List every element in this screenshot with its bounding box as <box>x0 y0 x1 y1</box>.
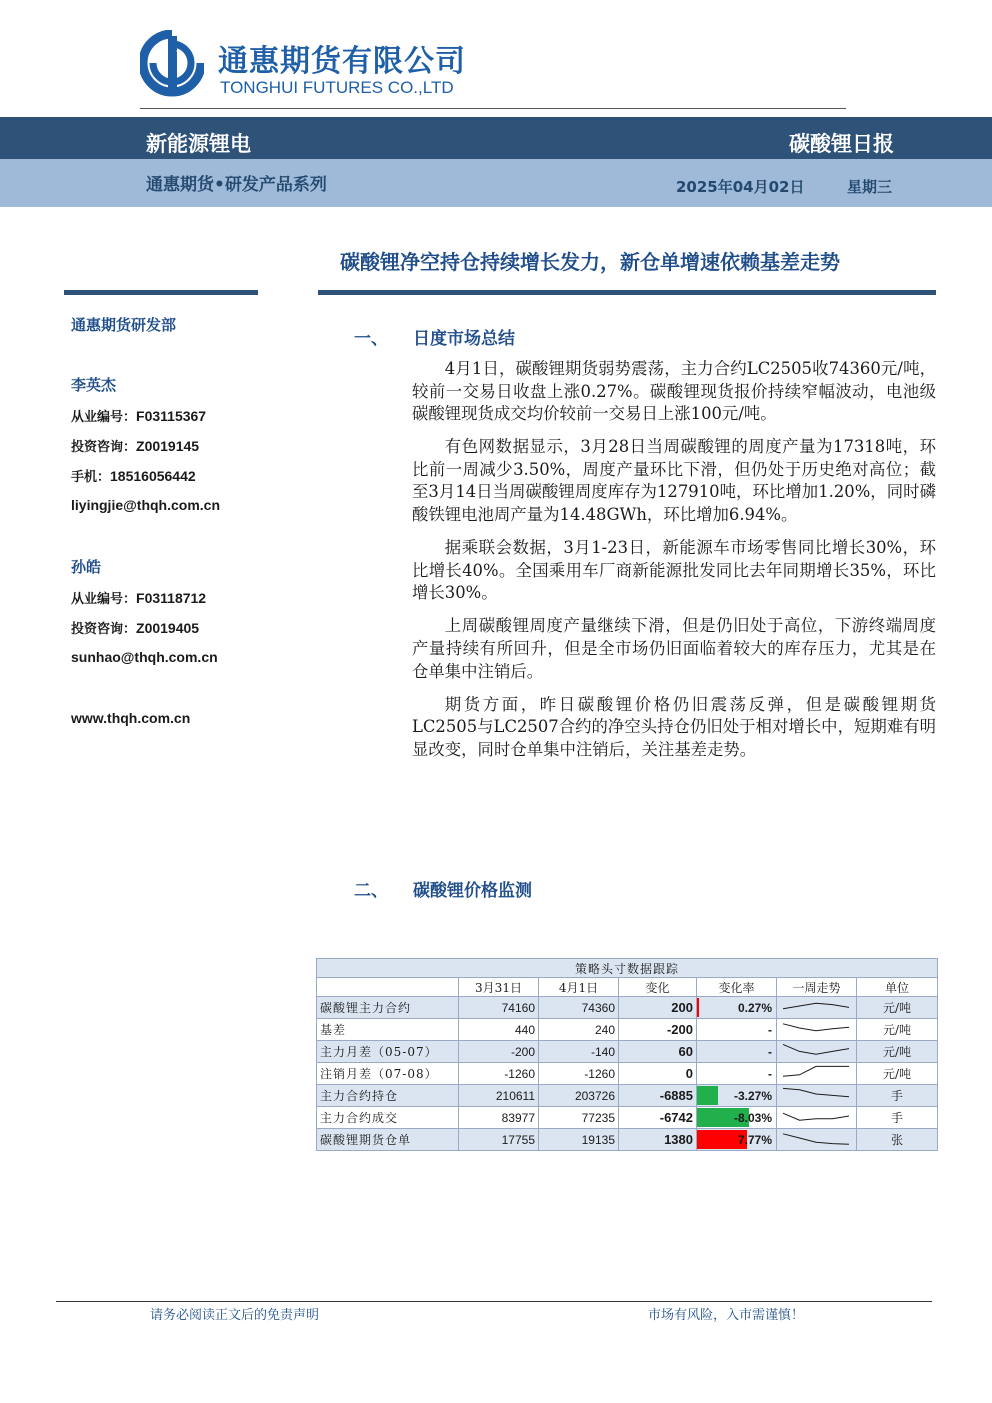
rate-text: -8.03% <box>733 1110 772 1125</box>
banner-report-type: 碳酸锂日报 <box>789 132 894 156</box>
value-apr1: 77235 <box>539 1107 619 1129</box>
value-change: -200 <box>619 1019 697 1041</box>
analyst-email[interactable]: sunhao@thqh.com.cn <box>71 649 218 665</box>
value-unit: 张 <box>857 1129 938 1151</box>
section-title: 日度市场总结 <box>413 329 515 349</box>
row-label: 碳酸锂期货仓单 <box>317 1129 459 1151</box>
value-change: 0 <box>619 1063 697 1085</box>
company-name-en: TONGHUI FUTURES CO.,LTD <box>220 78 454 97</box>
value-mar31: 440 <box>459 1019 539 1041</box>
value-mar31: 74160 <box>459 997 539 1019</box>
row-label: 注销月差（07-08） <box>317 1063 459 1085</box>
analyst-email[interactable]: liyingjie@thqh.com.cn <box>71 497 220 513</box>
analyst-name: 李英杰 <box>71 376 117 394</box>
table-row <box>317 1107 938 1129</box>
analyst-consult: 投资咨询：Z0019405 <box>71 620 200 637</box>
strategy-data-table <box>316 958 938 1151</box>
row-label: 主力月差（05-07） <box>317 1041 459 1063</box>
weekly-trend-cell <box>777 1085 857 1107</box>
value-apr1: 74360 <box>539 997 619 1019</box>
column-header: 一周走势 <box>777 978 857 997</box>
section-title: 碳酸锂价格监测 <box>413 881 532 901</box>
summary-paragraph: 有色网数据显示，3月28日当周碳酸锂的周度产量为17318吨，环比前一周减少3.50%，周度产量环比下滑，但仍处于历史绝对高位；截至3月14日当周碳酸锂周度库存为127910吨，环比增加1.20%，同时磷酸铁锂电池周产量为14.48GWh，环比增加6.94%。 <box>412 437 936 525</box>
column-header: 单位 <box>857 978 938 997</box>
analyst-license: 从业编号：F03115367 <box>71 408 207 425</box>
section-number: 一、 <box>354 329 388 349</box>
analyst-license: 从业编号：F03118712 <box>71 590 207 607</box>
trend-line <box>783 1134 849 1145</box>
value-change: -6885 <box>619 1085 697 1107</box>
rate-data-bar <box>697 998 699 1017</box>
banner-section: 新能源锂电 <box>146 132 251 156</box>
analyst-consult: 投资咨询：Z0019145 <box>71 438 200 455</box>
row-label: 主力合约持仓 <box>317 1085 459 1107</box>
headline-rule <box>318 290 936 295</box>
column-header: 变化率 <box>697 978 777 997</box>
table-row <box>317 1063 938 1085</box>
value-apr1: -140 <box>539 1041 619 1063</box>
department-name: 通惠期货研发部 <box>71 316 177 334</box>
value-change: 200 <box>619 997 697 1019</box>
column-header <box>317 978 459 997</box>
value-mar31: -1260 <box>459 1063 539 1085</box>
table-row <box>317 1129 938 1151</box>
trend-line <box>783 1044 849 1054</box>
value-change-rate <box>697 1041 777 1063</box>
weekly-trend-cell <box>777 1129 857 1151</box>
value-change-rate <box>697 1019 777 1041</box>
value-change: 1380 <box>619 1129 697 1151</box>
value-unit: 元/吨 <box>857 997 938 1019</box>
weekly-trend-cell <box>777 1063 857 1085</box>
table-row <box>317 1019 938 1041</box>
report-weekday: 星期三 <box>847 178 893 196</box>
weekly-trend-sparkline <box>777 1019 855 1037</box>
weekly-trend-sparkline <box>777 1063 855 1081</box>
summary-paragraph: 上周碳酸锂周度产量继续下滑，但是仍旧处于高位，下游终端周度产量持续有所回升，但是全市场仍旧面临着较大的库存压力，尤其是在仓单集中注销后。 <box>412 616 936 681</box>
sidebar-rule <box>64 290 258 295</box>
value-mar31: 17755 <box>459 1129 539 1151</box>
header-divider <box>140 108 846 109</box>
value-apr1: 203726 <box>539 1085 619 1107</box>
company-website[interactable]: www.thqh.com.cn <box>71 710 191 726</box>
section-number: 二、 <box>354 881 388 901</box>
value-unit: 元/吨 <box>857 1063 938 1085</box>
table-row <box>317 997 938 1019</box>
value-unit: 手 <box>857 1107 938 1129</box>
summary-paragraph: 据乘联会数据，3月1-23日，新能源车市场零售同比增长30%，环比增长40%。全国乘用车厂商新能源批发同比去年同期增长35%，环比增长30%。 <box>412 538 936 603</box>
value-change: -6742 <box>619 1107 697 1129</box>
value-change-rate <box>697 1085 777 1107</box>
report-date: 2025年04月02日 <box>676 178 805 196</box>
row-label: 基差 <box>317 1019 459 1041</box>
value-change-rate <box>697 1063 777 1085</box>
value-apr1: 240 <box>539 1019 619 1041</box>
company-name-cn: 通惠期货有限公司 <box>218 44 466 79</box>
value-mar31: 210611 <box>459 1085 539 1107</box>
table-caption: 策略头寸数据跟踪 <box>317 959 938 978</box>
rate-text: - <box>768 1066 772 1081</box>
trend-line <box>783 1066 849 1076</box>
weekly-trend-cell <box>777 1041 857 1063</box>
weekly-trend-cell <box>777 997 857 1019</box>
value-change-rate <box>697 1129 777 1151</box>
tonghui-logo-icon <box>140 30 204 98</box>
summary-paragraph: 期货方面，昨日碳酸锂价格仍旧震荡反弹，但是碳酸锂期货LC2505与LC2507合约的净空头持仓仍旧处于相对增长中，短期难有明显改变，同时仓单集中注销后，关注基差走势。 <box>412 694 936 759</box>
weekly-trend-sparkline <box>777 1107 855 1125</box>
trend-line <box>783 1113 849 1120</box>
value-change-rate <box>697 1107 777 1129</box>
risk-warning: 市场有风险，入市需谨慎！ <box>648 1308 805 1323</box>
value-mar31: -200 <box>459 1041 539 1063</box>
weekly-trend-sparkline <box>777 997 855 1015</box>
analyst-name: 孙皓 <box>71 558 102 576</box>
weekly-trend-cell <box>777 1107 857 1129</box>
analyst-phone: 手机：18516056442 <box>71 468 196 485</box>
value-change: 60 <box>619 1041 697 1063</box>
rate-text: 0.27% <box>737 1000 772 1015</box>
column-header: 4月1日 <box>539 978 619 997</box>
company-logo <box>140 30 560 102</box>
trend-line <box>783 1024 849 1031</box>
row-label: 主力合约成交 <box>317 1107 459 1129</box>
banner-series: 通惠期货•研发产品系列 <box>146 175 327 195</box>
value-mar31: 83977 <box>459 1107 539 1129</box>
weekly-trend-sparkline <box>777 1085 855 1103</box>
table-row <box>317 1041 938 1063</box>
rate-data-bar <box>697 1086 718 1105</box>
column-header: 变化 <box>619 978 697 997</box>
row-label: 碳酸锂主力合约 <box>317 997 459 1019</box>
value-apr1: -1260 <box>539 1063 619 1085</box>
rate-text: - <box>768 1022 772 1037</box>
value-apr1: 19135 <box>539 1129 619 1151</box>
summary-paragraph: 4月1日，碳酸锂期货弱势震荡，主力合约LC2505收74360元/吨，较前一交易日收盘上涨0.27%。碳酸锂现货报价持续窄幅波动，电池级碳酸锂现货成交均价较前一交易日上涨100元/吨。 <box>412 359 936 424</box>
market-summary-body <box>412 358 936 772</box>
trend-line <box>783 1088 849 1096</box>
rate-text: 7.77% <box>737 1132 772 1147</box>
trend-line <box>783 1003 849 1009</box>
footer-divider <box>56 1301 932 1302</box>
rate-text: -3.27% <box>733 1088 772 1103</box>
value-unit: 元/吨 <box>857 1041 938 1063</box>
report-headline: 碳酸锂净空持仓持续增长发力，新仓单增速依赖基差走势 <box>340 250 840 274</box>
weekly-trend-sparkline <box>777 1129 855 1147</box>
value-unit: 元/吨 <box>857 1019 938 1041</box>
value-unit: 手 <box>857 1085 938 1107</box>
value-change-rate <box>697 997 777 1019</box>
table-row <box>317 1085 938 1107</box>
column-header: 3月31日 <box>459 978 539 997</box>
disclaimer-note: 请务必阅读正文后的免责声明 <box>150 1308 320 1323</box>
weekly-trend-cell <box>777 1019 857 1041</box>
rate-text: - <box>768 1044 772 1059</box>
weekly-trend-sparkline <box>777 1041 855 1059</box>
